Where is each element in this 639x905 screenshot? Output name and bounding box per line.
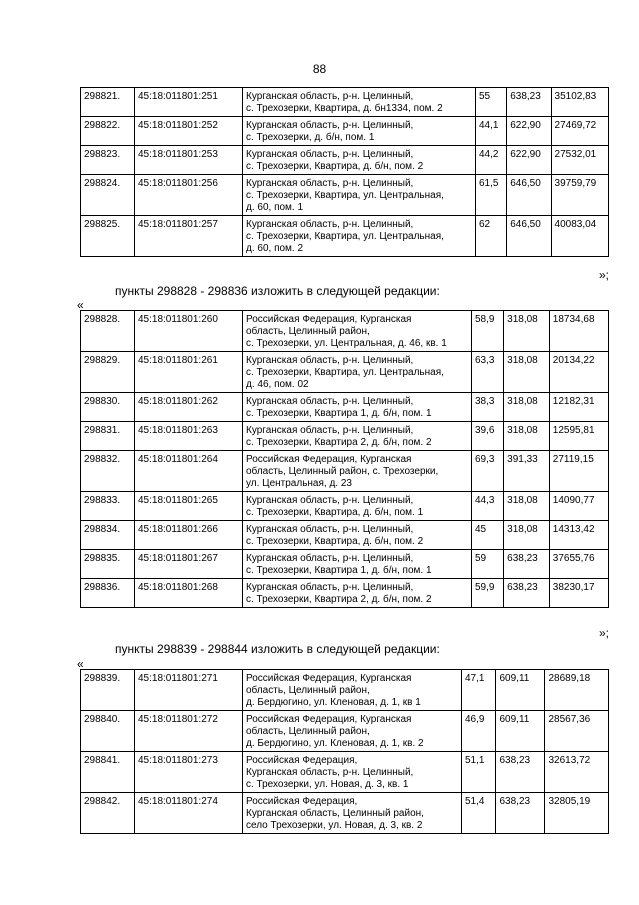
- address-cell: Курганская область, р-н. Целинный, с. Трехозерки, Квартира 2, д. б/н, пом. 2: [243, 579, 472, 608]
- cadastral-number-cell: 45:18:011801:274: [135, 793, 243, 834]
- cost-cell: 35102,83: [551, 88, 608, 117]
- address-cell: Курганская область, р-н. Целинный, с. Трехозерки, д. б/н, пом. 1: [243, 117, 476, 146]
- cadastral-number-cell: 45:18:011801:253: [135, 146, 243, 175]
- rate-cell: 638,23: [504, 579, 550, 608]
- cadastral-number-cell: 45:18:011801:264: [135, 451, 243, 492]
- cadastral-number-cell: 45:18:011801:268: [135, 579, 243, 608]
- address-cell: Курганская область, р-н. Целинный, с. Трехозерки, Квартира 1, д. б/н, пом. 1: [243, 550, 472, 579]
- cost-cell: 12182,31: [549, 393, 608, 422]
- address-cell: Российская Федерация, Курганская область, Целинный район, д. Бердюгино, ул. Кленовая, д. 1, кв 1: [243, 670, 462, 711]
- row-number-cell: 298825.: [81, 216, 135, 257]
- table-row: [81, 521, 609, 550]
- area-cell: 61,5: [476, 175, 507, 216]
- rate-cell: 318,08: [504, 352, 550, 393]
- cost-cell: 40083,04: [551, 216, 608, 257]
- address-cell: Курганская область, р-н. Целинный, с. Трехозерки, Квартира, д. б/н, пом. 2: [243, 521, 472, 550]
- cost-cell: 27119,15: [549, 451, 608, 492]
- table-row: [81, 752, 609, 793]
- area-cell: 45: [472, 521, 504, 550]
- cost-cell: 27469,72: [551, 117, 608, 146]
- row-number-cell: 298833.: [81, 492, 135, 521]
- address-cell: Российская Федерация, Курганская область, р-н. Целинный, с. Трехозерки, ул. Новая, д. 3, кв. 1: [243, 752, 462, 793]
- area-cell: 51,4: [462, 793, 496, 834]
- cost-cell: 12595,81: [549, 422, 608, 451]
- address-cell: Российская Федерация, Курганская область, Целинный район, село Трехозерки, ул. Новая, д. 3, кв. 2: [243, 793, 462, 834]
- rate-cell: 622,90: [507, 146, 551, 175]
- address-cell: Курганская область, р-н. Целинный, с. Трехозерки, Квартира, ул. Центральная, д. 60, пом. 2: [243, 216, 476, 257]
- row-number-cell: 298830.: [81, 393, 135, 422]
- opening-quote: «: [77, 657, 84, 671]
- table-row: [81, 311, 609, 352]
- address-cell: Российская Федерация, Курганская область, Целинный район, с. Трехозерки, ул. Центральная, д. 46, кв. 1: [243, 311, 472, 352]
- cadastral-number-cell: 45:18:011801:267: [135, 550, 243, 579]
- property-table-1: [80, 87, 609, 257]
- area-cell: 46,9: [462, 711, 496, 752]
- row-number-cell: 298822.: [81, 117, 135, 146]
- rate-cell: 391,33: [504, 451, 550, 492]
- cost-cell: 32613,72: [545, 752, 609, 793]
- rate-cell: 318,08: [504, 521, 550, 550]
- area-cell: 38,3: [472, 393, 504, 422]
- table-row: [81, 793, 609, 834]
- address-cell: Российская Федерация, Курганская область, Целинный район, д. Бердюгино, ул. Кленовая, д. 1, кв. 2: [243, 711, 462, 752]
- rate-cell: 318,08: [504, 311, 550, 352]
- address-cell: Курганская область, р-н. Целинный, с. Трехозерки, Квартира, ул. Центральная, д. 46, пом. 02: [243, 352, 472, 393]
- address-cell: Курганская область, р-н. Целинный, с. Трехозерки, Квартира, д. б/н, пом. 1: [243, 492, 472, 521]
- cost-cell: 27532,01: [551, 146, 608, 175]
- cadastral-number-cell: 45:18:011801:251: [135, 88, 243, 117]
- area-cell: 44,2: [476, 146, 507, 175]
- table-row: [81, 711, 609, 752]
- cadastral-number-cell: 45:18:011801:273: [135, 752, 243, 793]
- cadastral-number-cell: 45:18:011801:252: [135, 117, 243, 146]
- rate-cell: 318,08: [504, 393, 550, 422]
- area-cell: 69,3: [472, 451, 504, 492]
- cost-cell: 20134,22: [549, 352, 608, 393]
- cost-cell: 39759,79: [551, 175, 608, 216]
- table-row: [81, 117, 609, 146]
- table-row: [81, 175, 609, 216]
- address-cell: Курганская область, р-н. Целинный, с. Трехозерки, Квартира, д. б/н, пом. 2: [243, 146, 476, 175]
- address-cell: Российская Федерация, Курганская область, Целинный район, с. Трехозерки, ул. Центральная, д. 23: [243, 451, 472, 492]
- row-number-cell: 298832.: [81, 451, 135, 492]
- opening-quote: «: [77, 298, 84, 312]
- table-row: [81, 670, 609, 711]
- cadastral-number-cell: 45:18:011801:271: [135, 670, 243, 711]
- area-cell: 55: [476, 88, 507, 117]
- amendment-paragraph: пункты 298828 - 298836 изложить в следующей редакции:: [115, 284, 440, 298]
- rate-cell: 318,08: [504, 492, 550, 521]
- row-number-cell: 298842.: [81, 793, 135, 834]
- cost-cell: 18734,68: [549, 311, 608, 352]
- table-row: [81, 579, 609, 608]
- cadastral-number-cell: 45:18:011801:265: [135, 492, 243, 521]
- rate-cell: 646,50: [507, 175, 551, 216]
- cadastral-number-cell: 45:18:011801:263: [135, 422, 243, 451]
- row-number-cell: 298824.: [81, 175, 135, 216]
- property-table-3: [80, 669, 609, 834]
- table-row: [81, 550, 609, 579]
- rate-cell: 638,23: [496, 752, 545, 793]
- closing-quote: »;: [598, 626, 609, 640]
- cost-cell: 32805,19: [545, 793, 609, 834]
- area-cell: 63,3: [472, 352, 504, 393]
- amendment-paragraph: пункты 298839 - 298844 изложить в следующей редакции:: [115, 642, 440, 656]
- row-number-cell: 298841.: [81, 752, 135, 793]
- property-table-2: [80, 310, 609, 608]
- rate-cell: 622,90: [507, 117, 551, 146]
- cadastral-number-cell: 45:18:011801:272: [135, 711, 243, 752]
- address-cell: Курганская область, р-н. Целинный, с. Трехозерки, Квартира 2, д. б/н, пом. 2: [243, 422, 472, 451]
- table-row: [81, 352, 609, 393]
- rate-cell: 318,08: [504, 422, 550, 451]
- area-cell: 58,9: [472, 311, 504, 352]
- row-number-cell: 298829.: [81, 352, 135, 393]
- cost-cell: 14313,42: [549, 521, 608, 550]
- rate-cell: 609,11: [496, 670, 545, 711]
- area-cell: 44,1: [476, 117, 507, 146]
- cost-cell: 28567,36: [545, 711, 609, 752]
- row-number-cell: 298831.: [81, 422, 135, 451]
- cadastral-number-cell: 45:18:011801:260: [135, 311, 243, 352]
- row-number-cell: 298828.: [81, 311, 135, 352]
- area-cell: 47,1: [462, 670, 496, 711]
- table-row: [81, 393, 609, 422]
- table-row: [81, 146, 609, 175]
- area-cell: 62: [476, 216, 507, 257]
- table-row: [81, 492, 609, 521]
- rate-cell: 609,11: [496, 711, 545, 752]
- cost-cell: 38230,17: [549, 579, 608, 608]
- table-row: [81, 451, 609, 492]
- address-cell: Курганская область, р-н. Целинный, с. Трехозерки, Квартира, ул. Центральная, д. 60, пом. 1: [243, 175, 476, 216]
- page-number: 88: [312, 62, 327, 76]
- table-row: [81, 216, 609, 257]
- cadastral-number-cell: 45:18:011801:266: [135, 521, 243, 550]
- rate-cell: 638,23: [496, 793, 545, 834]
- area-cell: 59: [472, 550, 504, 579]
- row-number-cell: 298823.: [81, 146, 135, 175]
- rate-cell: 646,50: [507, 216, 551, 257]
- cadastral-number-cell: 45:18:011801:256: [135, 175, 243, 216]
- rate-cell: 638,23: [504, 550, 550, 579]
- area-cell: 39,6: [472, 422, 504, 451]
- row-number-cell: 298835.: [81, 550, 135, 579]
- row-number-cell: 298834.: [81, 521, 135, 550]
- cadastral-number-cell: 45:18:011801:257: [135, 216, 243, 257]
- rate-cell: 638,23: [507, 88, 551, 117]
- area-cell: 51,1: [462, 752, 496, 793]
- row-number-cell: 298839.: [81, 670, 135, 711]
- cadastral-number-cell: 45:18:011801:261: [135, 352, 243, 393]
- cost-cell: 37655,76: [549, 550, 608, 579]
- closing-quote: »;: [598, 268, 609, 282]
- address-cell: Курганская область, р-н. Целинный, с. Трехозерки, Квартира 1, д. б/н, пом. 1: [243, 393, 472, 422]
- area-cell: 59,9: [472, 579, 504, 608]
- cost-cell: 14090,77: [549, 492, 608, 521]
- cost-cell: 28689,18: [545, 670, 609, 711]
- area-cell: 44,3: [472, 492, 504, 521]
- table-row: [81, 422, 609, 451]
- row-number-cell: 298836.: [81, 579, 135, 608]
- table-row: [81, 88, 609, 117]
- row-number-cell: 298840.: [81, 711, 135, 752]
- address-cell: Курганская область, р-н. Целинный, с. Трехозерки, Квартира, д. бн1334, пом. 2: [243, 88, 476, 117]
- cadastral-number-cell: 45:18:011801:262: [135, 393, 243, 422]
- row-number-cell: 298821.: [81, 88, 135, 117]
